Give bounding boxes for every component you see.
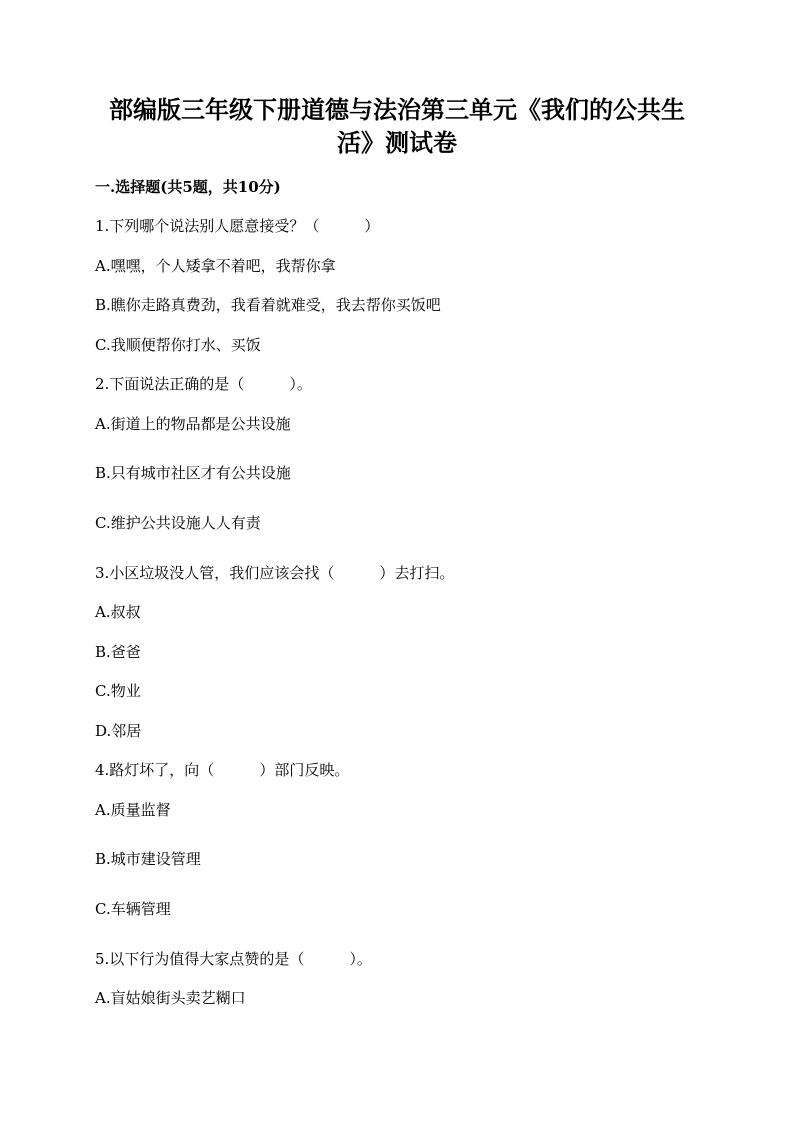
question-4-option-b: B.城市建设管理: [95, 850, 201, 868]
question-4-option-c: C.车辆管理: [95, 900, 171, 918]
question-2-option-b: B.只有城市社区才有公共设施: [95, 464, 291, 482]
question-1-option-a: A.嘿嘿，个人矮拿不着吧，我帮你拿: [95, 257, 336, 275]
question-3-option-a: A.叔叔: [95, 603, 141, 621]
question-2-option-a: A.街道上的物品都是公共设施: [95, 415, 291, 433]
question-3-option-b: B.爸爸: [95, 643, 141, 661]
section-heading: 一.选择题(共5题，共10分): [95, 178, 281, 196]
question-1-stem: 1.下列哪个说法别人愿意接受？（ ）: [95, 217, 380, 235]
question-4-stem: 4.路灯坏了，向（ ）部门反映。: [95, 761, 350, 779]
question-1-option-c: C.我顺便帮你打水、买饭: [95, 336, 261, 354]
question-5-stem: 5.以下行为值得大家点赞的是（ ）。: [95, 950, 372, 968]
question-1-option-b: B.瞧你走路真费劲，我看着就难受，我去帮你买饭吧: [95, 296, 441, 314]
question-3-stem: 3.小区垃圾没人管，我们应该会找（ ）去打扫。: [95, 564, 455, 582]
question-4-option-a: A.质量监督: [95, 801, 171, 819]
question-2-option-c: C.维护公共设施人人有责: [95, 514, 261, 532]
question-3-option-d: D.邻居: [95, 722, 142, 740]
page-title-line-1: 部编版三年级下册道德与法治第三单元《我们的公共生: [109, 95, 685, 124]
question-2-stem: 2.下面说法正确的是（ ）。: [95, 375, 312, 393]
page-title-line-2: 活》测试卷: [337, 128, 457, 157]
question-5-option-a: A.盲姑娘街头卖艺糊口: [95, 989, 246, 1007]
question-3-option-c: C.物业: [95, 682, 141, 700]
